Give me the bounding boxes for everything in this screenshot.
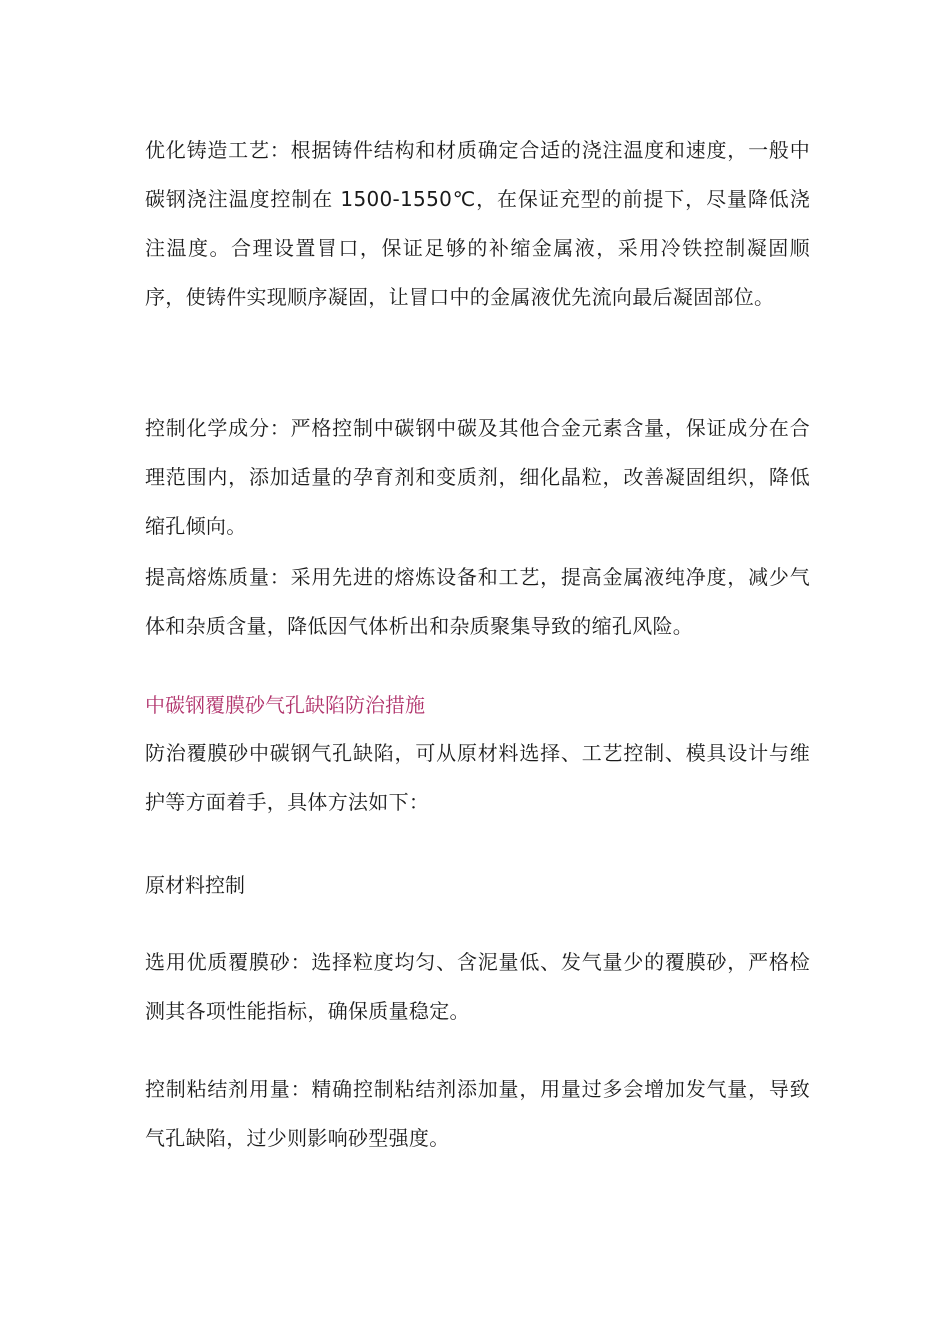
section-intro: 防治覆膜砂中碳钢气孔缺陷，可从原材料选择、工艺控制、模具设计与维护等方面着手，具体方法如下： (145, 741, 810, 814)
paragraph-optimize-casting: 优化铸造工艺：根据铸件结构和材质确定合适的浇注温度和速度，一般中碳钢浇注温度控制在 1500-1550℃，在保证充型的前提下，尽量降低浇注温度。合理设置冒口，保证足够的补缩金属液，采用冷铁控制凝固顺序，使铸件实现顺序凝固，让冒口中的金属液优先流向最后凝固部位。 (145, 138, 810, 309)
section-heading: 中碳钢覆膜砂气孔缺陷防治措施 (145, 693, 425, 717)
paragraph-improve-smelting: 提高熔炼质量：采用先进的熔炼设备和工艺，提高金属液纯净度，减少气体和杂质含量，降低因气体析出和杂质聚集导致的缩孔风险。 (145, 565, 810, 638)
paragraph-control-chemistry: 控制化学成分：严格控制中碳钢中碳及其他合金元素含量，保证成分在合理范围内，添加适量的孕育剂和变质剂，细化晶粒，改善凝固组织，降低缩孔倾向。 (145, 416, 810, 538)
paragraph-select-sand: 选用优质覆膜砂：选择粒度均匀、含泥量低、发气量少的覆膜砂，严格检测其各项性能指标，确保质量稳定。 (145, 950, 810, 1023)
subheading-raw-material: 原材料控制 (145, 873, 245, 897)
paragraph-control-binder: 控制粘结剂用量：精确控制粘结剂添加量，用量过多会增加发气量，导致气孔缺陷，过少则影响砂型强度。 (145, 1077, 810, 1150)
